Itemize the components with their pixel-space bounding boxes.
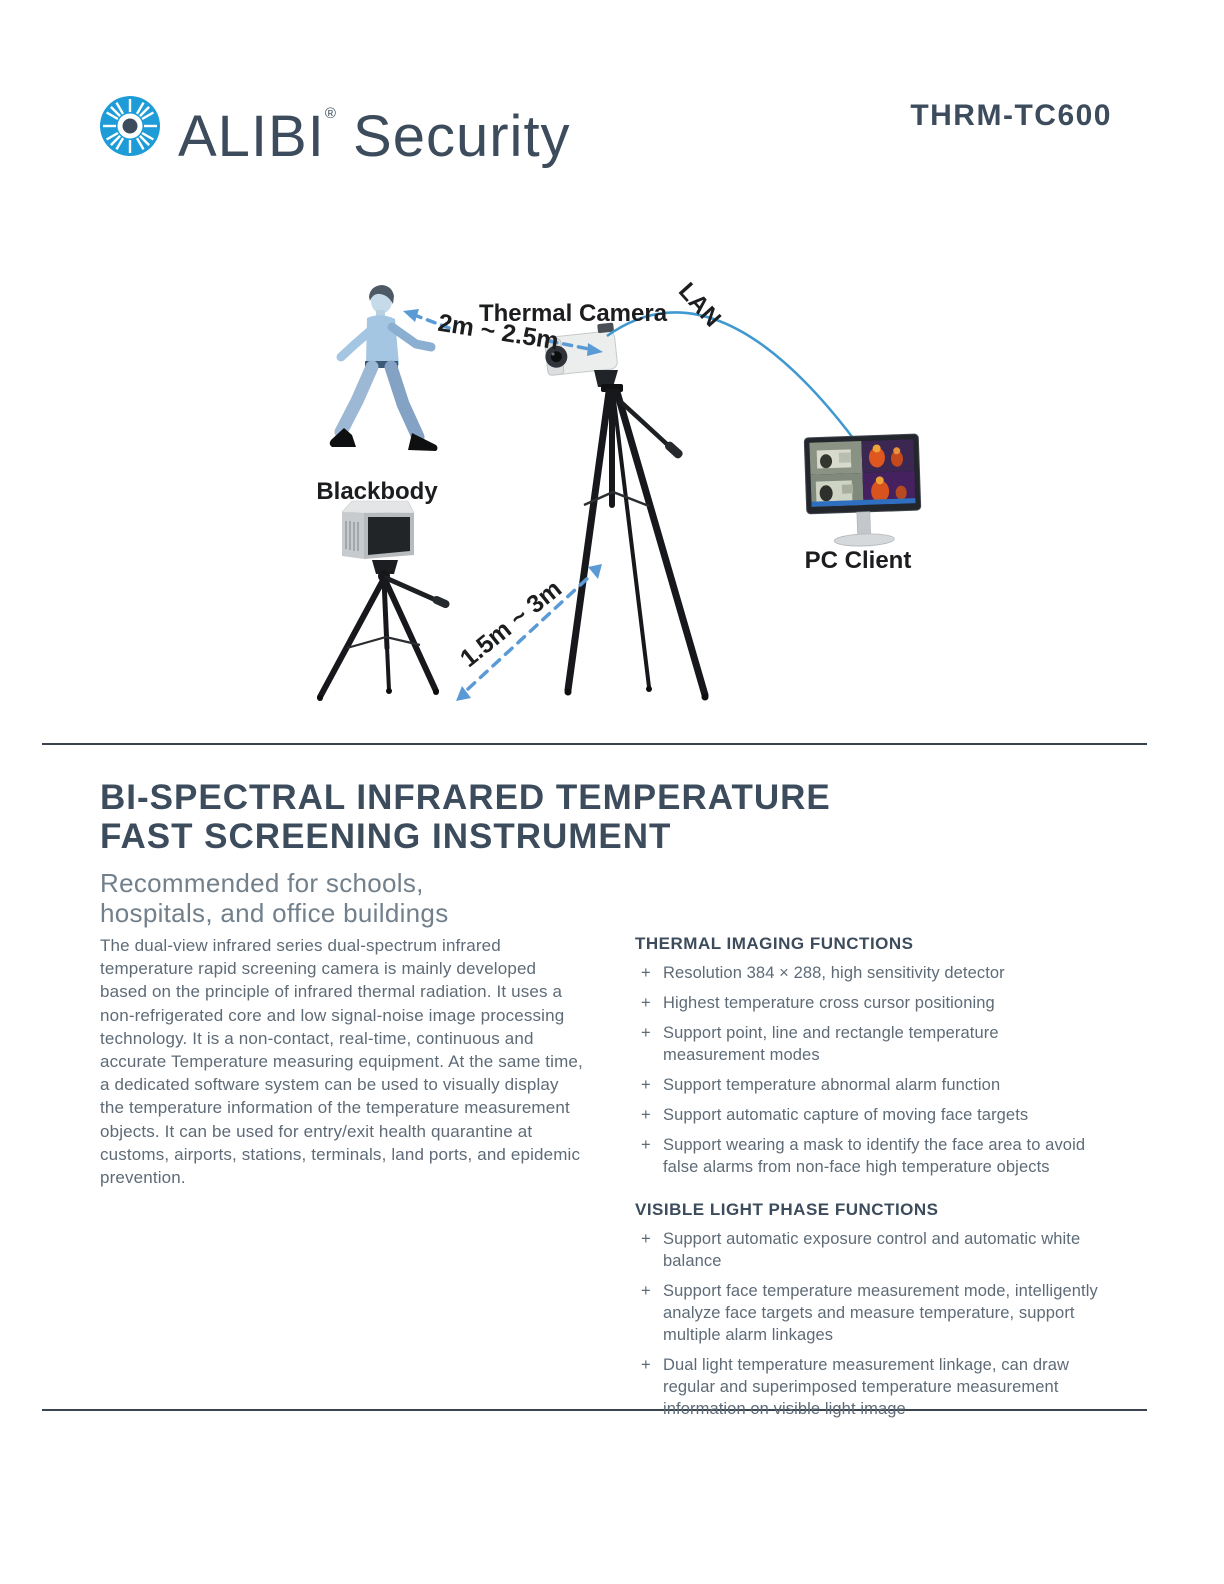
page-title-line2: FAST SCREENING INSTRUMENT xyxy=(100,817,672,856)
pc-client-label: PC Client xyxy=(804,547,912,574)
section-heading-visible-light: VISIBLE LIGHT PHASE FUNCTIONS xyxy=(635,1200,939,1219)
bullet-item xyxy=(641,1104,1103,1126)
bullet-item xyxy=(641,962,1103,984)
bullet-item xyxy=(641,1074,1103,1096)
bullet-item xyxy=(641,1354,1103,1420)
product-model: THRM-TC600 xyxy=(910,99,1112,132)
walking-person-figure xyxy=(330,285,438,451)
bullet-text: Dual light temperature measurement linkage, can draw regular and superimposed temperature measurement information on visible light image xyxy=(663,1356,1069,1418)
blackbody-label: Blackbody xyxy=(316,478,438,505)
section-heading-thermal-imaging: THERMAL IMAGING FUNCTIONS xyxy=(635,934,914,953)
bullet-marker: + xyxy=(641,994,651,1012)
bullet-text: Support wearing a mask to identify the face area to avoid false alarms from non-face high temperature objects xyxy=(663,1136,1086,1176)
bullet-item xyxy=(641,992,1103,1014)
thermal-camera-illustration xyxy=(542,323,708,701)
bullet-text: Support face temperature measurement mode, intelligently analyze face targets and measure temperature, support multiple alarm linkages xyxy=(663,1282,1098,1344)
brand-wordmark xyxy=(178,82,571,169)
bullet-marker: + xyxy=(641,1230,651,1248)
thermal-camera-label: Thermal Camera xyxy=(478,300,668,327)
brand-suffix: Security xyxy=(353,104,571,169)
bullet-text: Support temperature abnormal alarm function xyxy=(663,1076,1001,1094)
bullet-marker: + xyxy=(641,1356,651,1374)
bullet-marker: + xyxy=(641,964,651,982)
functions-column xyxy=(635,934,1113,1428)
brand-header xyxy=(98,82,571,169)
bullet-marker: + xyxy=(641,1024,651,1042)
thermal-imaging-list xyxy=(635,962,1103,1178)
bullet-text: Support automatic exposure control and automatic white balance xyxy=(663,1230,1081,1270)
blackbody-camera-distance-label: 1.5m ~ 3m xyxy=(454,574,568,673)
blackbody-illustration xyxy=(317,501,451,701)
registered-mark: ® xyxy=(324,105,336,122)
bullet-marker: + xyxy=(641,1282,651,1300)
bullet-text: Highest temperature cross cursor positioning xyxy=(663,994,995,1012)
setup-diagram xyxy=(295,272,935,737)
bullet-text: Resolution 384 × 288, high sensitivity detector xyxy=(663,964,1005,982)
page-title-line1: BI-SPECTRAL INFRARED TEMPERATURE xyxy=(100,778,831,817)
bullet-item xyxy=(641,1280,1103,1346)
lan-label: LAN xyxy=(673,277,727,333)
visible-light-list xyxy=(635,1228,1103,1420)
alibi-iris-icon xyxy=(98,94,162,158)
bullet-marker: + xyxy=(641,1136,651,1154)
pc-monitor-illustration xyxy=(804,434,922,548)
person-camera-distance-label: 2m ~ 2.5m xyxy=(436,308,561,356)
brand-name: ALIBI xyxy=(178,104,325,169)
intro-paragraph: The dual-view infrared series dual-spectrum infrared temperature rapid screening camera is mainly developed based on the principle of infrared thermal radiation. It uses a non-refrigerated core and low signal-noise image processing technology. It is a non-contact, real-time, continuous and accurate Temperature measuring equipment. At the same time, a dedicated software system can be used to visually display the temperature information of the temperature measurement objects. It can be used for entry/exit health quarantine at customs, airports, stations, terminals, land ports, and epidemic prevention. xyxy=(100,936,583,1188)
top-divider xyxy=(42,743,1147,745)
bullet-item xyxy=(641,1022,1103,1066)
bullet-item xyxy=(641,1134,1103,1178)
bullet-text: Support automatic capture of moving face targets xyxy=(663,1106,1029,1124)
subtitle-line1: Recommended for schools, xyxy=(100,868,424,898)
bullet-item xyxy=(641,1228,1103,1272)
subtitle-line2: hospitals, and office buildings xyxy=(100,898,449,928)
lan-cable-line xyxy=(607,312,853,438)
intro-column xyxy=(100,934,585,1189)
bullet-text: Support point, line and rectangle temperature measurement modes xyxy=(663,1024,999,1064)
bullet-marker: + xyxy=(641,1106,651,1124)
title-block xyxy=(100,778,831,928)
bullet-marker: + xyxy=(641,1076,651,1094)
